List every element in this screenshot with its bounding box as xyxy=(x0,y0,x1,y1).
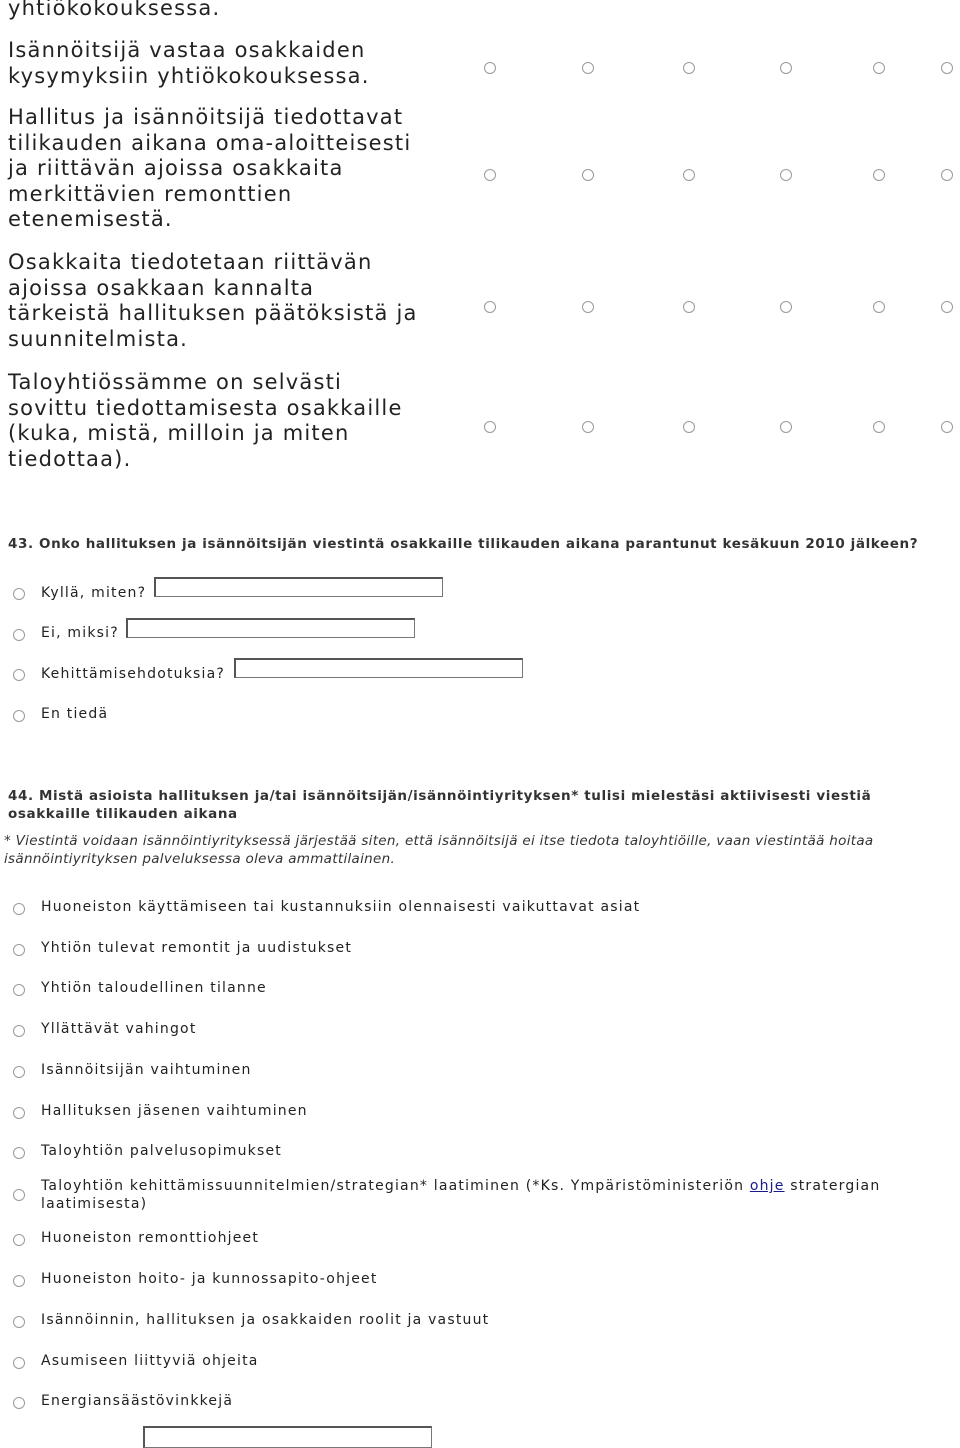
radio-button-icon[interactable] xyxy=(10,666,28,683)
radio-button-icon[interactable] xyxy=(481,298,499,315)
other-input[interactable] xyxy=(143,1426,432,1448)
radio-button-icon[interactable] xyxy=(10,1231,28,1248)
radio-button-icon[interactable] xyxy=(938,166,956,183)
radio-button-icon[interactable] xyxy=(870,166,888,183)
option-label: Kehittämisehdotuksia? xyxy=(41,666,226,682)
option-label: Yllättävät vahingot xyxy=(41,1021,197,1037)
radio-button-icon[interactable] xyxy=(938,59,956,76)
option-label: Yhtiön tulevat remontit ja uudistukset xyxy=(41,940,353,956)
radio-button-icon[interactable] xyxy=(10,900,28,917)
radio-button-icon[interactable] xyxy=(870,418,888,435)
question-44-note: * Viestintä voidaan isännöintiyrityksessä järjestää siten, että isännöitsijä ei itse tiedota taloyhtiöille, vaan viestintää hoitaa isännöintiyrityksen palveluksessa oleva ammattilainen. xyxy=(4,833,874,867)
ohje-link[interactable]: ohje xyxy=(749,1178,785,1194)
radio-button-icon[interactable] xyxy=(777,418,795,435)
radio-button-icon[interactable] xyxy=(777,59,795,76)
radio-button-icon[interactable] xyxy=(938,298,956,315)
option-label xyxy=(41,1177,941,1213)
radio-button-icon[interactable] xyxy=(10,981,28,998)
option-label: Hallituksen jäsenen vaihtuminen xyxy=(41,1103,308,1119)
radio-button-icon[interactable] xyxy=(10,1272,28,1289)
option-label: Kyllä, miten? xyxy=(41,585,147,601)
radio-button-icon[interactable] xyxy=(579,298,597,315)
radio-button-icon[interactable] xyxy=(10,1186,28,1203)
option-label: En tiedä xyxy=(41,706,109,722)
option-label-text: Taloyhtiön kehittämissuunnitelmien/strategian* laatiminen (*Ks. Ympäristöministeriön xyxy=(41,1178,750,1194)
radio-button-icon[interactable] xyxy=(680,418,698,435)
radio-button-icon[interactable] xyxy=(10,1313,28,1330)
radio-button-icon[interactable] xyxy=(10,1022,28,1039)
question-44-title: 44. Mistä asioista hallituksen ja/tai isännöitsijän/isännöintiyrityksen* tulisi mielestäsi aktiivisesti viestiä osakkaille tilikauden aikana xyxy=(8,788,872,822)
radio-button-icon[interactable] xyxy=(10,1394,28,1411)
radio-button-icon[interactable] xyxy=(10,1104,28,1121)
radio-button-icon[interactable] xyxy=(680,59,698,76)
option-label: Taloyhtiön palvelusopimukset xyxy=(41,1143,282,1159)
radio-button-icon[interactable] xyxy=(481,166,499,183)
radio-button-icon[interactable] xyxy=(680,298,698,315)
radio-button-icon[interactable] xyxy=(10,1354,28,1371)
statement-text: Isännöitsijä vastaa osakkaiden kysymyksiin yhtiökokouksessa. xyxy=(8,38,370,88)
radio-button-icon[interactable] xyxy=(579,418,597,435)
statement-text: Taloyhtiössämme on selvästi sovittu tiedottamisesta osakkaille (kuka, mistä, milloin ja miten tiedottaa). xyxy=(8,370,403,471)
radio-button-icon[interactable] xyxy=(870,59,888,76)
radio-button-icon[interactable] xyxy=(777,166,795,183)
statement-text: Osakkaita tiedotetaan riittävän ajoissa osakkaan kannalta tärkeistä hallituksen päätöksistä ja suunnitelmista. xyxy=(8,250,418,351)
radio-button-icon[interactable] xyxy=(10,626,28,643)
option-label: Huoneiston hoito- ja kunnossapito-ohjeet xyxy=(41,1271,378,1287)
yes-how-input[interactable] xyxy=(154,577,443,597)
no-why-input[interactable] xyxy=(126,618,415,638)
radio-button-icon[interactable] xyxy=(680,166,698,183)
radio-button-icon[interactable] xyxy=(870,298,888,315)
option-label: Asumiseen liittyviä ohjeita xyxy=(41,1353,259,1369)
option-label: Isännöinnin, hallituksen ja osakkaiden roolit ja vastuut xyxy=(41,1312,490,1328)
radio-button-icon[interactable] xyxy=(10,585,28,602)
option-label: Ei, miksi? xyxy=(41,625,119,641)
radio-button-icon[interactable] xyxy=(10,707,28,724)
option-label: Huoneiston käyttämiseen tai kustannuksiin olennaisesti vaikuttavat asiat xyxy=(41,899,641,915)
suggestions-input[interactable] xyxy=(234,658,523,678)
question-43-title: 43. Onko hallituksen ja isännöitsijän viestintä osakkaille tilikauden aikana parantunut kesäkuun 2010 jälkeen? xyxy=(8,536,919,552)
radio-button-icon[interactable] xyxy=(10,941,28,958)
option-label: Energiansäästövinkkejä xyxy=(41,1393,234,1409)
option-label: Isännöitsijän vaihtuminen xyxy=(41,1062,252,1078)
radio-button-icon[interactable] xyxy=(938,418,956,435)
radio-button-icon[interactable] xyxy=(481,418,499,435)
option-label: Huoneiston remonttiohjeet xyxy=(41,1230,260,1246)
radio-button-icon[interactable] xyxy=(10,1063,28,1080)
option-label-text: stratergian laatimisesta) xyxy=(41,1178,881,1212)
radio-button-icon[interactable] xyxy=(777,298,795,315)
option-label: Yhtiön taloudellinen tilanne xyxy=(41,980,267,996)
radio-button-icon[interactable] xyxy=(579,166,597,183)
radio-button-icon[interactable] xyxy=(579,59,597,76)
radio-button-icon[interactable] xyxy=(481,59,499,76)
statement-text: Hallitus ja isännöitsijä tiedottavat tilikauden aikana oma-aloitteisesti ja riittävän ajoissa osakkaita merkittävien remonttien etenemisestä. xyxy=(8,105,412,231)
radio-button-icon[interactable] xyxy=(10,1144,28,1161)
statement-text: yhtiökokouksessa. xyxy=(8,0,221,20)
